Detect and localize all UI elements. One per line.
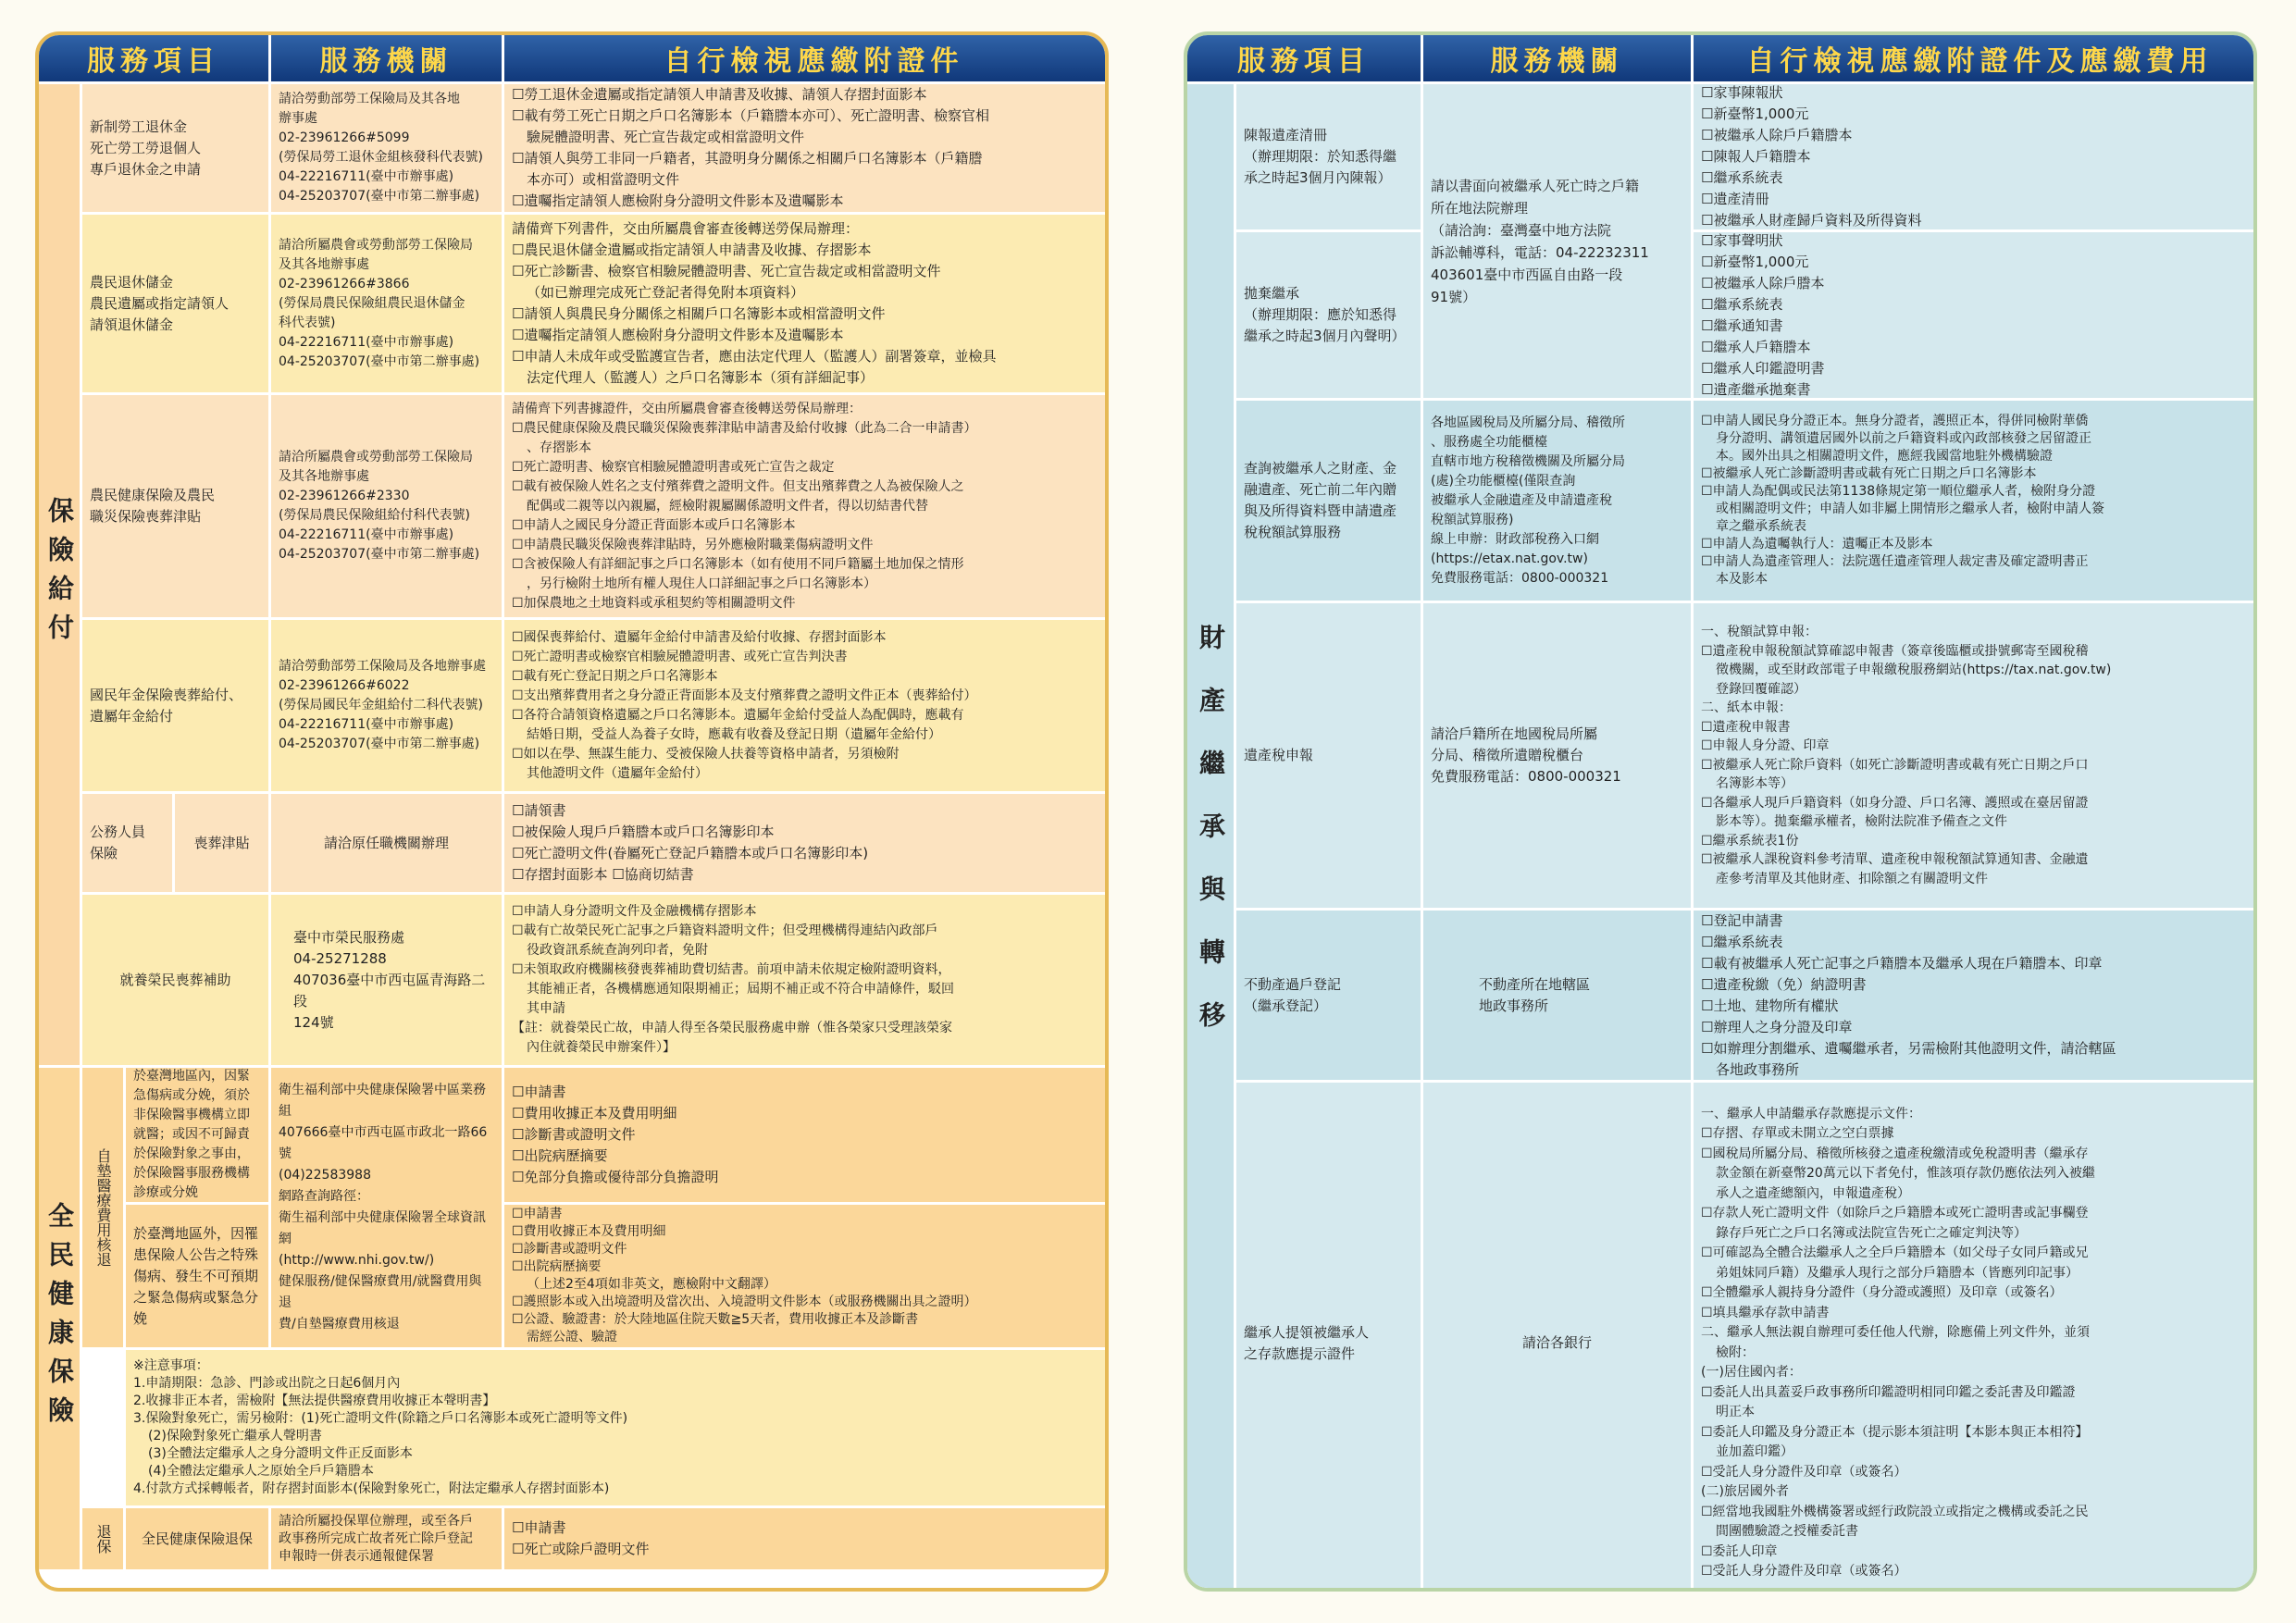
document-line: ☐被繼承人財產歸戶資料及所得資料 — [1701, 212, 1922, 229]
document-line: 1.申請期限：急診、門診或出院之日起6個月內 — [133, 1376, 401, 1391]
document-line: ，另行檢附土地所有權人現住人口詳細記事之戶口名簿影本） — [527, 576, 876, 591]
item-funeral-allowance: 喪葬津貼 — [175, 794, 268, 892]
document-line: ☐公證、驗證書：於大陸地區住院天數≧5天者，費用收據正本及診斷書 — [512, 1312, 919, 1327]
document-line: ☐新臺幣1,000元 — [1701, 253, 1809, 270]
nhi-notes — [126, 1350, 1109, 1505]
document-line: 弟姐妹同戶籍）及繼承人現行之部分戶籍謄本（皆應列印記事） — [1716, 1265, 2079, 1281]
docs-deposit-withdrawal — [1694, 1083, 2257, 1592]
docs-estate-inventory — [1694, 84, 2257, 229]
document-line: 款金額在新臺幣20萬元以下者免付，惟該項存款仍應依法列入被繼 — [1716, 1166, 2095, 1181]
document-line: 名簿影本等） — [1716, 776, 1793, 791]
document-line: ☐護照影本或入出境證明及當次出、入境證明文件影本（或服務機關出具之證明） — [512, 1295, 977, 1309]
document-line: ☐申請人未成年或受監護宣告者，應由法定代理人（監護人）副署簽章，並檢具 — [512, 348, 997, 365]
left-grid — [39, 35, 1105, 1588]
document-line: 2.收據非正本者，需檢附【無法提供醫療費用收據正本聲明書】 — [133, 1394, 496, 1408]
document-line: ☐國保喪葬給付、遺屬年金給付申請書及給付收據、存摺封面影本 — [512, 629, 887, 645]
document-line: ☐申請書 — [512, 1084, 566, 1100]
document-line: 配偶或二親等以內親屬，經檢附親屬關係證明文件者，得以切結書代替 — [527, 498, 928, 514]
document-line: ☐含被保險人有詳細記事之戶口名簿影本（如有使用不同戶籍屬土地加保之情形 — [512, 556, 964, 572]
document-line: ☐申請農民職災保險喪葬津貼時，另外應檢附職業傷病證明文件 — [512, 537, 874, 552]
item-nhi-domestic: 於臺灣地區內，因緊 急傷病或分娩，須於 非保險醫事機構立即 就醫；或因不可歸責 於保險對象之事由， 於保險醫事服務機構 診療或分娩 — [126, 1068, 268, 1202]
docs-veteran-funeral — [504, 895, 1109, 1065]
agency-farmer-funeral: 請洽所屬農會或勞動部勞工保險局 及其各地辦事處 02-23961266#2330 (勞保局農民保險組給付科代表號) 04-22216711(臺中市辦事處) 04-25203707(臺中市第二辦事處) — [271, 395, 502, 617]
document-line: ☐繼承通知書 — [1701, 316, 1783, 334]
document-line: 3.保險對象死亡，需另檢附：(1)死亡證明文件(除籍之戶口名簿影本或死亡證明等文件) — [133, 1411, 628, 1426]
item-nhi-overseas: 於臺灣地區外，因罹 患保險人公告之特殊 傷病、發生不可預期 之緊急傷病或緊急分 娩 — [126, 1205, 268, 1347]
document-line: 徵機關，或至財政部電子申報繳稅服務網站(https://tax.nat.gov.tw) — [1716, 663, 2112, 677]
document-line: ☐農民健康保險及農民職災保險喪葬津貼申請書及給付收據（此為二合一申請書） — [512, 420, 977, 436]
document-line: ☐申請人之國民身分證正背面影本或戶口名簿影本 — [512, 517, 796, 533]
document-line: ☐遺囑指定請領人應檢附身分證明文件影本及遺囑影本 — [512, 327, 844, 343]
document-line: 本亦可）或相當證明文件 — [527, 171, 680, 188]
header-service-item: 服務項目 — [1187, 35, 1421, 81]
document-line: 法定代理人（監護人）之戶口名簿影本（須有詳細記事） — [527, 369, 875, 386]
document-line: 章之繼承系統表 — [1716, 519, 1806, 534]
document-line: ☐勞工退休金遺屬或指定請領人申請書及收據、請領人存摺封面影本 — [512, 86, 927, 103]
docs-renounce-inheritance — [1694, 232, 2257, 398]
document-line: ☐申請書 — [512, 1519, 566, 1536]
document-line: ☐繼承人戶籍謄本 — [1701, 338, 1811, 355]
document-line: 其申請 — [527, 1001, 565, 1016]
document-line: 產參考清單及其他財產、扣除額之有關證明文件 — [1716, 871, 1988, 886]
item-property-registration: 不動產過戶登記 （繼承登記） — [1236, 911, 1421, 1080]
agency-labor-pension: 請洽勞動部勞工保險局及其各地 辦事處 02-23961266#5099 (勞保局勞工退休金組核發科代表號) 04-22216711(臺中市辦事處) 04-25203707(臺中市第二辦事處) — [271, 84, 502, 212]
document-line: ☐遺產稅申報書 — [1701, 719, 1791, 735]
document-line: ☐未領取政府機關核發喪葬補助費切結書。前項申請未依規定檢附證明資料， — [512, 962, 951, 977]
document-line: ☐被繼承人除戶謄本 — [1701, 274, 1825, 291]
document-line: (3)全體法定繼承人之身分證明文件正反面影本 — [148, 1446, 413, 1461]
document-line: ☐新臺幣1,000元 — [1701, 105, 1809, 122]
document-line: 4.付款方式採轉帳者，附存摺封面影本(保險對象死亡，附法定繼承人存摺封面影本) — [133, 1481, 610, 1496]
item-farmer-funeral: 農民健康保險及農民 職災保險喪葬津貼 — [82, 395, 268, 617]
item-deposit-withdrawal: 繼承人提領被繼承人 之存款應提示證件 — [1236, 1083, 1421, 1592]
document-line: ☐繼承人印鑑證明書 — [1701, 359, 1825, 377]
document-line: (4)全體法定繼承人之原始全戶戶籍謄本 — [148, 1464, 374, 1479]
document-line: ☐申請人為遺產管理人：法院選任遺產管理人裁定書及確定證明書正 — [1701, 554, 2089, 569]
document-line: ☐死亡或除戶證明文件 — [512, 1541, 650, 1557]
document-line: ☐載有被繼承人死亡記事之戶籍謄本及繼承人現在戶籍謄本、印章 — [1701, 954, 2103, 972]
document-line: ☐繼承系統表1份 — [1701, 833, 1799, 849]
header-documents: 自行檢視應繳附證件 — [504, 35, 1109, 81]
item-farmer-pension: 農民退休儲金 農民遺屬或指定請領人 請領退休儲金 — [82, 215, 268, 392]
document-line: ☐死亡診斷書、檢察官相驗屍體證明書、死亡宣告裁定或相當證明文件 — [512, 263, 941, 279]
docs-nhi-overseas — [504, 1205, 1109, 1347]
item-nhi-withdraw: 全民健康保險退保 — [126, 1508, 268, 1569]
document-line: 請備齊下列書據證件，交由所屬農會審查後轉送勞保局辦理： — [512, 401, 862, 416]
docs-nhi-domestic — [504, 1068, 1109, 1202]
document-line: 役政資訊系統查詢列印者，免附 — [527, 943, 708, 958]
document-line: ☐加保農地之土地資料或承租契約等相關證明文件 — [512, 595, 796, 611]
document-line: 需經公證、驗證 — [527, 1330, 617, 1344]
document-line: 一、繼承人申請繼承存款應提示文件： — [1701, 1106, 1921, 1121]
document-line: ☐遺產稅繳（免）納證明書 — [1701, 975, 1867, 993]
document-line: 間團體驗證之授權委託書 — [1716, 1524, 1858, 1539]
document-line: ☐載有被保險人姓名之支付殯葬費之證明文件。但支出殯葬費之人為被保險人之 — [512, 478, 964, 494]
document-line: ☐陳報人戶籍謄本 — [1701, 148, 1811, 165]
document-line: ☐存款人死亡證明文件（如除戶之戶籍謄本或死亡證明書或記事欄登 — [1701, 1206, 2089, 1220]
docs-labor-pension — [504, 84, 1109, 212]
document-line: ☐登記申請書 — [1701, 911, 1783, 929]
document-line: ☐載有亡故榮民死亡記事之戶籍資料證明文件；但受理機構得連結內政部戶 — [512, 923, 938, 938]
document-line: 明正本 — [1716, 1405, 1755, 1419]
document-line: ☐可確認為全體合法繼承人之全戶戶籍謄本（如父母子女同戶籍或兄 — [1701, 1245, 2089, 1260]
left-panel — [35, 31, 1109, 1592]
document-line: 二、繼承人無法親自辦理可委任他人代辦，除應備上列文件外，並須 — [1701, 1325, 2090, 1340]
document-line: ☐經當地我國駐外機構簽署或經行政院設立或指定之機構或委託之民 — [1701, 1504, 2089, 1519]
nhi-self-paid-refund: 自墊醫療費用核退 — [82, 1068, 123, 1347]
header-agency: 服務機關 — [271, 35, 502, 81]
document-line: 登錄回覆確認） — [1716, 681, 1806, 697]
item-query-property: 查詢被繼承人之財產、金 融遺產、死亡前二年內贈 與及所得資料暨申請遺產 稅稅額試算服務 — [1236, 401, 1421, 601]
document-line: ☐遺產稅申報稅額試算確認申報書（簽章後臨櫃或掛號郵寄至國稅稽 — [1701, 643, 2089, 659]
document-line: ☐家事陳報狀 — [1701, 84, 1783, 101]
document-line: ☐存摺、存單或未開立之空白票據 — [1701, 1126, 1894, 1141]
document-line: ☐出院病歷摘要 — [512, 1259, 602, 1274]
header-service-item: 服務項目 — [39, 35, 268, 81]
document-line: ☐土地、建物所有權狀 — [1701, 997, 1839, 1014]
document-line: 本。國外出具之相關證明文件，應經我國當地駐外機構驗證 — [1716, 449, 2053, 464]
document-line: ☐遺產清冊 — [1701, 191, 1769, 207]
document-line: 身分證明、講領遺居國外以前之戶籍資料或內政部核發之居留證正 — [1716, 431, 2091, 446]
document-line: （如已辦理完成死亡登記者得免附本項資料） — [527, 284, 805, 301]
document-line: ☐委託人出具蓋妥戶政事務所印鑑證明相同印鑑之委託書及印鑑證 — [1701, 1384, 2076, 1400]
document-line: ☐支出殯葬費用者之身分證正背面影本及支付殯葬費之證明文件正本（喪葬給付） — [512, 688, 977, 703]
document-line: ☐委託人印章 — [1701, 1543, 1778, 1559]
document-line: ☐申報人身分證、印章 — [1701, 738, 1830, 753]
document-line: 其能補正者，各機構應通知限期補正；屆期不補正或不符合申請條件，駁回 — [527, 982, 954, 997]
document-line: ☐繼承系統表 — [1701, 169, 1783, 186]
document-line: ☐如以在學、無謀生能力、受被保險人扶養等資格申請者，另須檢附 — [512, 746, 900, 762]
document-line: ☐申請人為配偶或民法第1138條規定第一順位繼承人者，檢附身分證 — [1701, 484, 2096, 499]
document-line: ☐家事聲明狀 — [1701, 231, 1783, 249]
document-line: ☐載有勞工死亡日期之戶口名簿影本（戶籍謄本亦可）、死亡證明書、檢察官相 — [512, 107, 989, 124]
document-line: ☐死亡證明書或檢察官相驗屍體證明書、或死亡宣告判決書 — [512, 649, 848, 664]
document-line: (2)保險對象死亡繼承人聲明書 — [148, 1429, 322, 1443]
item-civil-servant-insurance: 公務人員 保險 — [82, 794, 172, 892]
document-line: 承人之遺產總額內，申報遺產稅） — [1716, 1185, 1910, 1201]
document-line: 其他證明文件（遺屬年金給付） — [527, 765, 708, 781]
document-line: ☐申請書 — [512, 1207, 563, 1221]
document-line: ☐出院病歷摘要 — [512, 1147, 608, 1164]
agency-farmer-pension: 請洽所屬農會或勞動部勞工保險局 及其各地辦事處 02-23961266#3866 (勞保局農民保險組農民退休儲金 科代表號) 04-22216711(臺中市辦事處) 04-25203707(臺中市第二辦事處) — [271, 215, 502, 392]
document-line: ☐遺產繼承拋棄書 — [1701, 380, 1811, 398]
docs-query-property — [1694, 401, 2257, 601]
document-line: ☐載有死亡登記日期之戶口名簿影本 — [512, 668, 718, 684]
document-line: ☐各符合請領資格遺屬之戶口名簿影本。遺屬年金給付受益人為配偶時，應載有 — [512, 707, 964, 723]
document-line: 檢附： — [1716, 1344, 1755, 1360]
item-renounce-inheritance: 拋棄繼承 （辦理期限：應於知悉得 繼承之時起3個月內聲明） — [1236, 232, 1421, 398]
agency-national-pension: 請洽勞動部勞工保險局及各地辦事處 02-23961266#6022 (勞保局國民年金組給付二科代表號) 04-22216711(臺中市辦事處) 04-25203707(臺中市第二辦事處) — [271, 620, 502, 791]
document-line: 、存摺影本 — [527, 440, 591, 455]
agency-court: 請以書面向被繼承人死亡時之戶籍 所在地法院辦理 （請洽詢：臺灣臺中地方法院 訴訟輔導科，電話：04-22232311 403601臺中市西區自由路一段 91號） — [1423, 84, 1691, 398]
document-line: ☐申請人身分證明文件及金融機構存摺影本 — [512, 904, 757, 919]
document-line: ☐請領書 — [512, 802, 566, 819]
item-national-pension: 國民年金保險喪葬給付、 遺屬年金給付 — [82, 620, 268, 791]
document-line: ☐被繼承人死亡診斷證明書或載有死亡日期之戶口名簿影本 — [1701, 466, 2037, 481]
agency-veteran-funeral: 臺中市榮民服務處 04-25271288 407036臺中市西屯區青海路二段 124號 — [271, 895, 502, 1065]
agency-nhi-withdraw: 請洽所屬投保單位辦理，或至各戶 政事務所完成亡故者死亡除戶登記 申報時一併表示通報健保署 — [271, 1508, 502, 1569]
document-line: 各地政事務所 — [1716, 1060, 1800, 1078]
document-line: ☐費用收據正本及費用明細 — [512, 1224, 666, 1239]
document-line: ☐請領人與農民身分關係之相關戶口名簿影本或相當證明文件 — [512, 305, 886, 322]
document-line: ☐被繼承人除戶戶籍謄本 — [1701, 127, 1853, 143]
docs-nhi-withdraw — [504, 1508, 1109, 1569]
document-line: ☐辦理人之身分證及印章 — [1701, 1018, 1853, 1035]
group-insurance-benefits: 保險給付 — [39, 84, 80, 1065]
document-line: ☐農民退休儲金遺屬或指定請領人申請書及收據、存摺影本 — [512, 242, 872, 258]
document-line: 驗屍體證明書、死亡宣告裁定或相當證明文件 — [527, 129, 805, 145]
agency-nhi: 衛生福利部中央健康保險署中區業務組 407666臺中市西屯區市政北一路66號 (04)22583988 網路查詢路徑： 衛生福利部中央健康保險署全球資訊網 (http://www.nhi.gov.tw/) 健保服務/健保醫療費用/就醫費用與退 費/自墊醫療費用核退 — [271, 1068, 502, 1347]
document-line: 結婚日期，受益人為養子女時，應載有收養及登記日期（遺屬年金給付） — [527, 726, 941, 742]
document-line: ☐委託人印鑑及身分證正本（提示影本須註明【本影本與正本相符】 — [1701, 1424, 2089, 1440]
document-line: 【註：就養榮民亡故，申請人得至各榮民服務處申辦（惟各榮家只受理該榮家 — [512, 1021, 952, 1035]
document-line: ☐費用收據正本及費用明細 — [512, 1105, 677, 1121]
document-line: ☐填具繼承存款申請書 — [1701, 1305, 1830, 1320]
docs-estate-tax — [1694, 603, 2257, 908]
document-line: ☐被繼承人死亡除戶資料（如死亡診斷證明書或載有死亡日期之戶口 — [1701, 757, 2089, 773]
document-line: ☐申請人國民身分證正本。無身分證者，護照正本，得併同檢附華僑 — [1701, 414, 2089, 428]
document-line: ☐受託人身分證件及印章（或簽名） — [1701, 1564, 1907, 1579]
document-line: ※注意事項： — [133, 1358, 209, 1373]
document-line: (二)旅居國外者 — [1701, 1484, 1789, 1499]
document-line: ☐被繼承人課稅資料參考清單、遺產稅申報稅額試算通知書、金融遺 — [1701, 852, 2089, 867]
item-estate-inventory: 陳報遺產清冊 （辦理期限：於知悉得繼 承之時起3個月內陳報） — [1236, 84, 1421, 229]
docs-farmer-funeral — [504, 395, 1109, 617]
document-line: ☐死亡證明書、檢察官相驗屍體證明書或死亡宣告之裁定 — [512, 459, 835, 475]
document-line: 或相關證明文件；申請人如非屬上開情形之繼承人者，檢附申請人簽 — [1716, 502, 2104, 516]
document-line: ☐繼承系統表 — [1701, 295, 1783, 313]
item-labor-pension: 新制勞工退休金 死亡勞工勞退個人 專戶退休金之申請 — [82, 84, 268, 212]
item-estate-tax: 遺產稅申報 — [1236, 603, 1421, 908]
agency-land-office: 不動產所在地轄區 地政事務所 — [1423, 911, 1691, 1080]
docs-property-registration — [1694, 911, 2257, 1080]
document-line: ☐診斷書或證明文件 — [512, 1242, 627, 1257]
document-line: 一、稅額試算申報： — [1701, 625, 1818, 639]
right-grid — [1187, 35, 2253, 1588]
document-line: 錄存戶死亡之戶口名簿或法院宣告死亡之確定判決等） — [1716, 1225, 2027, 1241]
agency-bank: 請洽各銀行 — [1423, 1083, 1691, 1592]
docs-national-pension — [504, 620, 1109, 791]
document-line: ☐存摺封面影本 ☐協商切結書 — [512, 866, 694, 883]
document-line: 影本等）。拋棄繼承權者，檢附法院准予備查之文件 — [1716, 814, 2007, 829]
document-line: 內住就養榮民申辦案件）】 — [527, 1040, 676, 1055]
group-inheritance: 財產繼承與轉移 — [1187, 84, 1234, 1592]
document-line: ☐被保險人現戶戶籍謄本或戶口名簿影印本 — [512, 824, 775, 840]
document-line: ☐免部分負擔或優待部分負擔證明 — [512, 1169, 719, 1185]
document-line: ☐全體繼承人親持身分證件（身分證或護照）及印章（或簽名） — [1701, 1285, 2063, 1300]
docs-farmer-pension — [504, 215, 1109, 392]
document-line: 二、紙本申報： — [1701, 700, 1792, 715]
document-line: ☐申請人為遺囑執行人：遺囑正本及影本 — [1701, 537, 1933, 551]
document-line: 本及影本 — [1716, 572, 1768, 587]
document-line: ☐請領人與勞工非同一戶籍者，其證明身分關係之相關戶口名簿影本（戶籍謄 — [512, 150, 983, 167]
document-line: ☐受託人身分證件及印章（或簽名） — [1701, 1464, 1907, 1480]
agency-civil-servant: 請洽原任職機關辦理 — [271, 794, 502, 892]
header-documents-fees: 自行檢視應繳附證件及應繳費用 — [1694, 35, 2257, 81]
document-line: ☐死亡證明文件(眷屬死亡登記戶籍謄本或戶口名簿影印本) — [512, 845, 869, 861]
document-line: ☐繼承系統表 — [1701, 933, 1783, 950]
document-line: 並加蓋印鑑） — [1716, 1444, 1793, 1459]
document-line: （上述2至4項如非英文，應檢附中文翻譯） — [527, 1277, 776, 1292]
group-national-health-insurance: 全民健康保險 — [39, 1068, 80, 1569]
header-agency: 服務機關 — [1423, 35, 1691, 81]
document-line: ☐各繼承人現戶戶籍資料（如身分證、戶口名簿、護照或在臺居留證 — [1701, 795, 2089, 811]
agency-query-property: 各地區國稅局及所屬分局、稽徵所 、服務處全功能櫃檯 直轄市地方稅稽徵機關及所屬分局 (處)全功能櫃檯(僅限查詢 被繼承人金融遺產及申請遺產稅 稅額試算服務) 線上申辦：財政部稅務入口網 (https://etax.nat.gov.tw) 免費服務電話：0800-000321 — [1423, 401, 1691, 601]
nhi-withdraw: 退保 — [82, 1508, 123, 1569]
docs-civil-servant — [504, 794, 1109, 892]
agency-estate-tax: 請洽戶籍所在地國稅局所屬 分局、稽徵所遺贈稅櫃台 免費服務電話：0800-000321 — [1423, 603, 1691, 908]
document-line: (一)居住國內者： — [1701, 1365, 1802, 1380]
document-line: ☐國稅局所屬分局、稽徵所核發之遺產稅繳清或免稅證明書（繼承存 — [1701, 1146, 2089, 1161]
document-line: ☐診斷書或證明文件 — [512, 1126, 636, 1143]
document-line: 請備齊下列書件，交由所屬農會審查後轉送勞保局辦理： — [512, 220, 860, 237]
item-veteran-funeral: 就養榮民喪葬補助 — [82, 895, 268, 1065]
document-line: ☐遺囑指定請領人應檢附身分證明文件影本及遺囑影本 — [512, 192, 844, 209]
right-panel — [1184, 31, 2257, 1592]
document-line: ☐如辦理分割繼承、遺囑繼承者，另需檢附其他證明文件，請洽轄區 — [1701, 1039, 2116, 1057]
